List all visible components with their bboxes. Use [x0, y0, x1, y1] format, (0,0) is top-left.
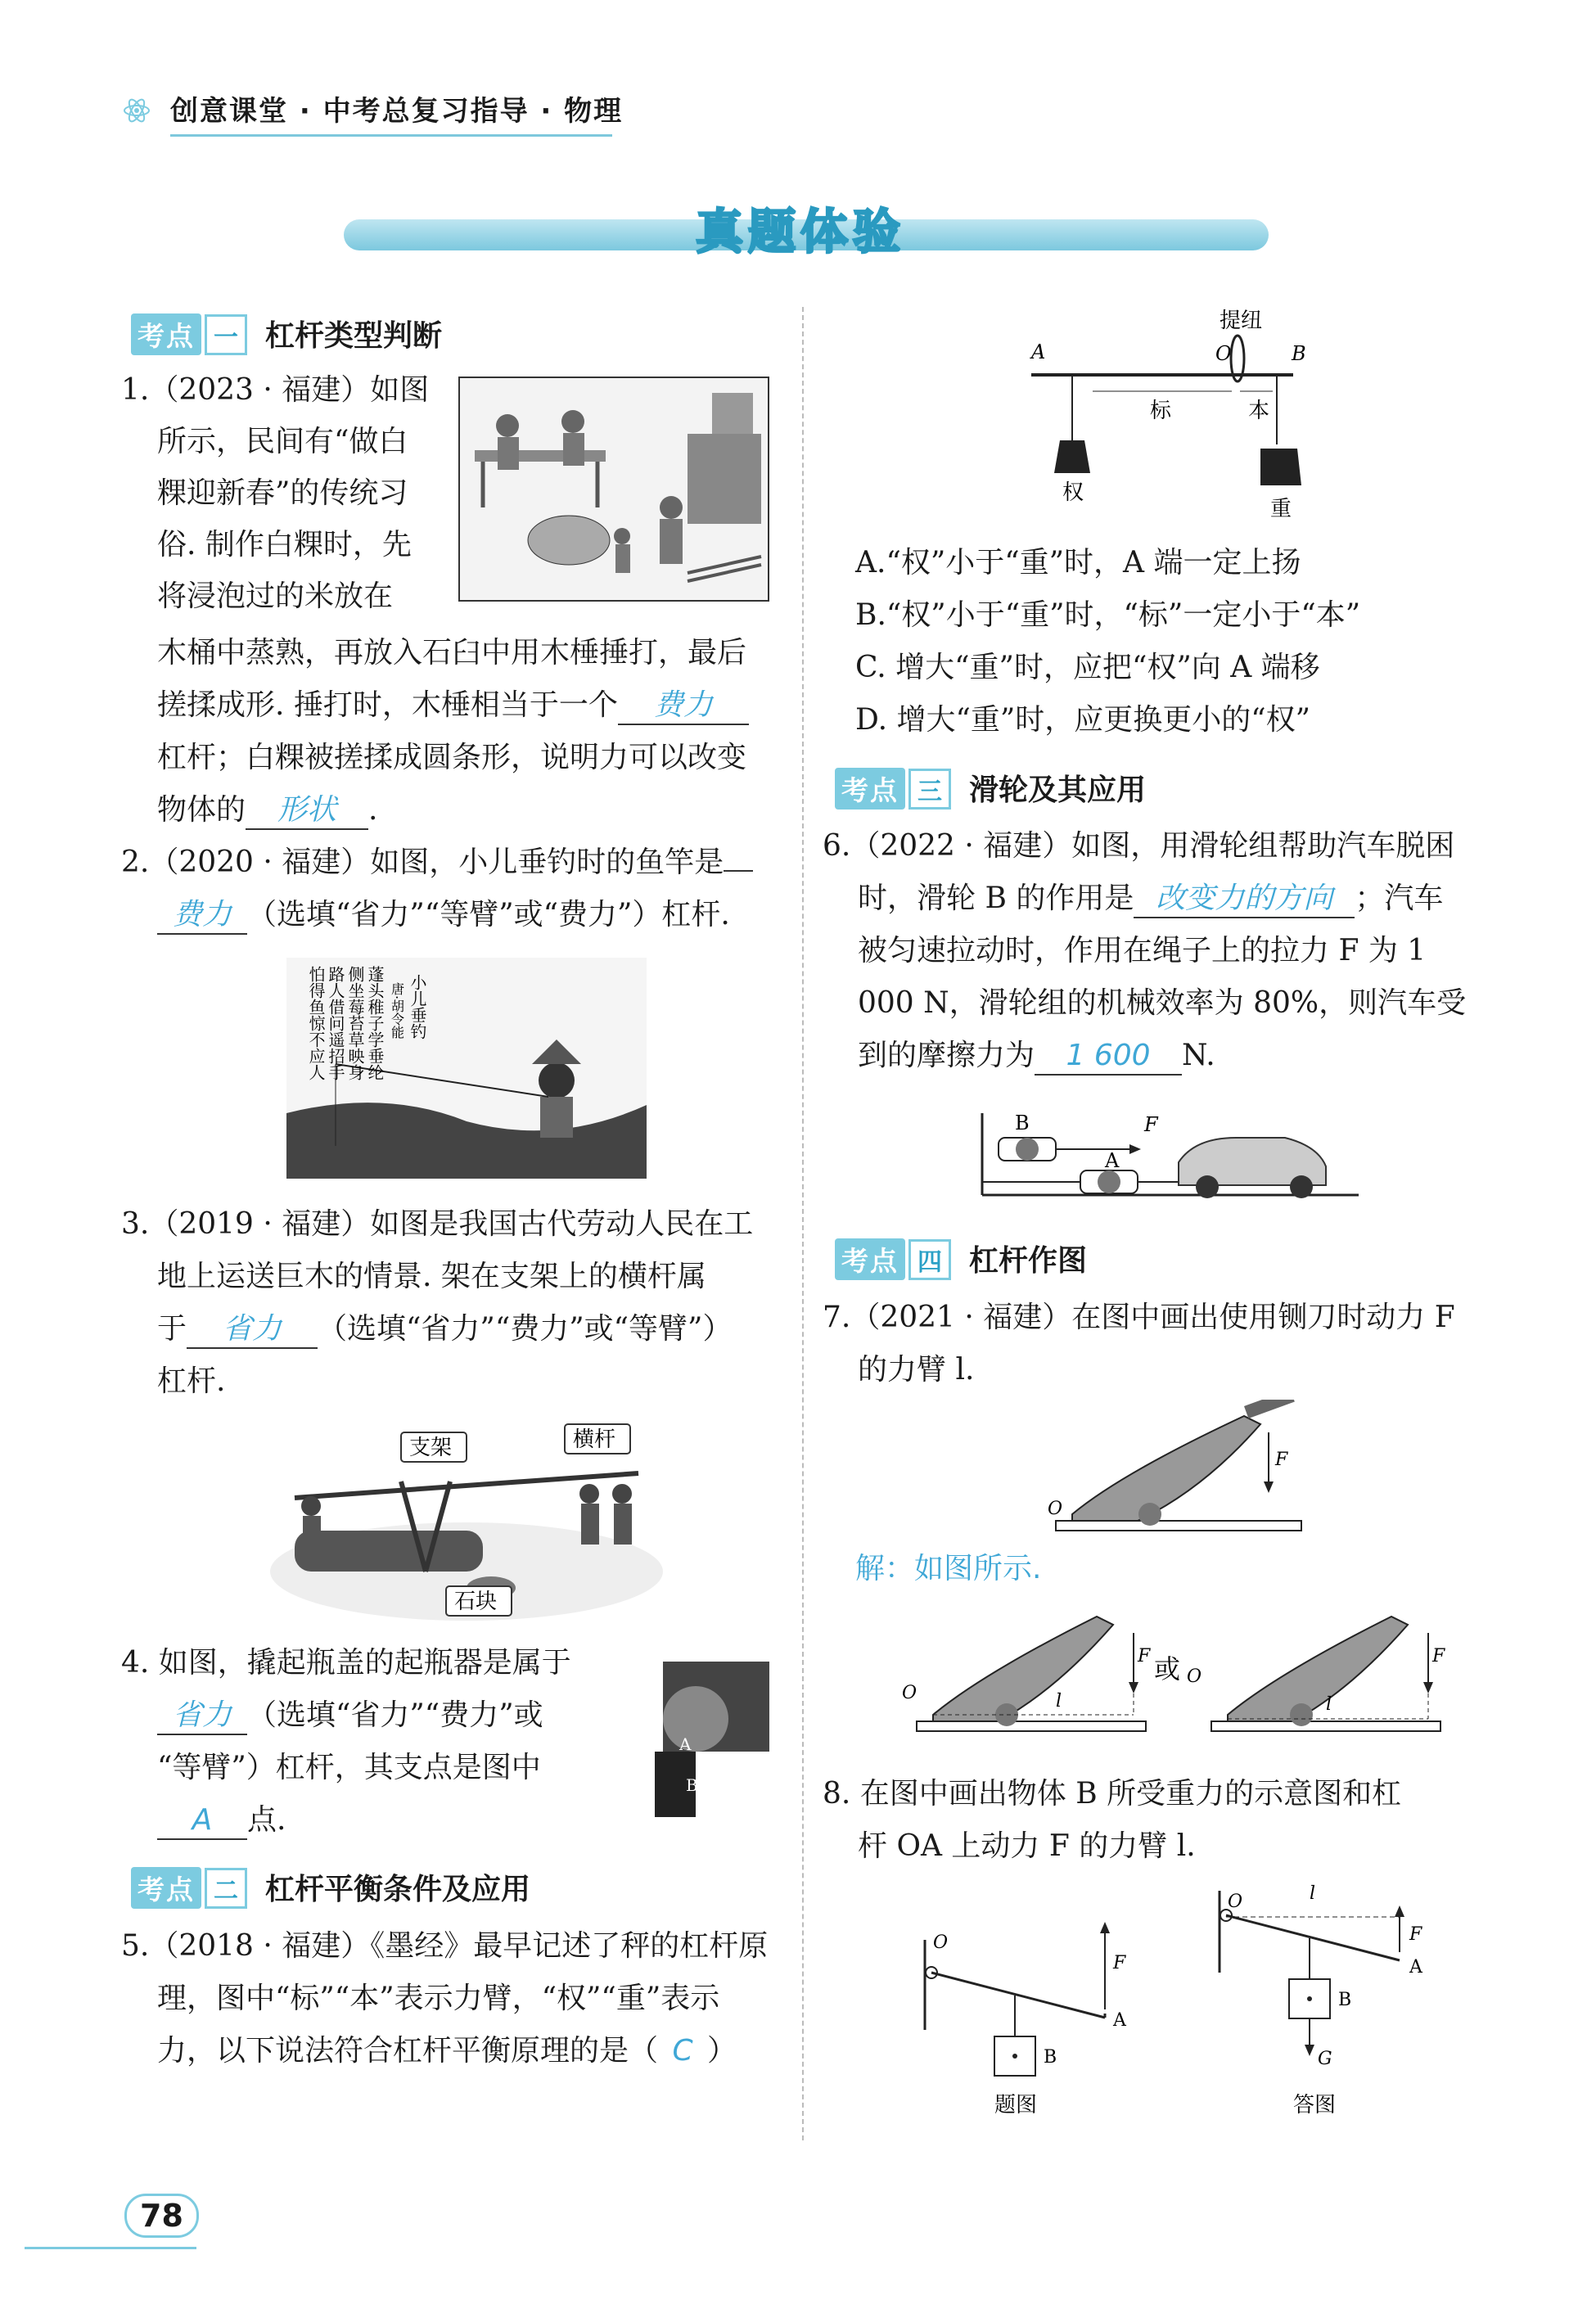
- q2-text: 2.（2020 · 福建）如图，小儿垂钓时的鱼竿是: [121, 846, 724, 879]
- q2-figure-fishing-child: [286, 958, 647, 1179]
- q1-line: 粿迎新春”的传统习: [157, 476, 408, 510]
- q1-figure-rice-cake: [458, 377, 769, 602]
- q5-text: ）: [707, 2034, 737, 2068]
- q2-line: [121, 845, 753, 881]
- section-tag: 考点: [131, 313, 201, 355]
- q3-line: 杠杆.: [157, 1364, 226, 1398]
- banner-title: 真题体验: [696, 204, 906, 259]
- page-number: 78: [124, 2194, 199, 2238]
- q2-poem-col: 怕得鱼惊不应人: [306, 966, 326, 1080]
- q5-answer: C: [672, 2034, 693, 2068]
- q3-label-bar: 横杆: [573, 1427, 616, 1452]
- q2-poem-col: 蓬头稚子学垂纶: [365, 966, 385, 1080]
- q8-caption-a: 答图: [1293, 2093, 1337, 2117]
- q2-text: （选填“省力”“等臂”或“费力”）杠杆.: [247, 898, 730, 931]
- q7-ans2-f: F: [1432, 1646, 1445, 1666]
- q5-fig-zhong: 重: [1270, 497, 1292, 521]
- q5-line: [157, 2033, 737, 2069]
- q8-a-l: l: [1310, 1883, 1316, 1904]
- q8-q-o: O: [933, 1932, 949, 1953]
- q6-fig-f: F: [1144, 1113, 1158, 1136]
- q7-fig-f: F: [1275, 1450, 1288, 1470]
- q3-answer: 省力: [187, 1311, 318, 1349]
- q1-line: 所示，民间有“做白: [157, 425, 408, 458]
- q5-option: C. 增大“重”时，应把“权”向 A 端移: [855, 651, 1320, 684]
- q3-figure-log-transport: [262, 1416, 671, 1629]
- q1-line: [157, 688, 749, 725]
- q4-figure-bottle-opener: [647, 1662, 778, 1817]
- header-rule: [170, 134, 612, 137]
- q3-label-stone: 石块: [454, 1590, 498, 1614]
- q4-line: [157, 1698, 543, 1735]
- section-title: 滑轮及其应用: [969, 773, 1147, 807]
- q1-text: 物体的: [157, 793, 246, 827]
- column-divider: [802, 307, 804, 2140]
- q8-line: 8. 在图中画出物体 B 所受重力的示意图和杠: [823, 1777, 1402, 1811]
- section-tag: 考点: [131, 1867, 201, 1909]
- q6-text: 时，滑轮 B 的作用是: [858, 882, 1134, 915]
- q3-line: 3.（2019 · 福建）如图是我国古代劳动人民在工: [121, 1207, 754, 1241]
- q5-fig-a: A: [1031, 340, 1046, 363]
- q6-line: [858, 881, 1443, 918]
- q6-text: N.: [1182, 1039, 1215, 1072]
- q7-line: 7.（2021 · 福建）在图中画出使用铡刀时动力 F: [823, 1301, 1455, 1334]
- q8-a-g: G: [1318, 2049, 1332, 2069]
- q7-ans2-l: l: [1326, 1694, 1332, 1715]
- section-1-heading: [131, 313, 442, 355]
- q6-line: 000 N，滑轮组的机械效率为 80%，则汽车受: [858, 986, 1467, 1020]
- q8-a-o: O: [1228, 1892, 1243, 1912]
- q1-answer-1: 费力: [618, 688, 749, 725]
- section-number: 三: [908, 769, 951, 810]
- q7-answer-figure: [892, 1600, 1465, 1739]
- section-title: 杠杆类型判断: [265, 319, 443, 353]
- section-4-heading: [835, 1238, 1087, 1280]
- q3-text: （选填“省力”“费力”或“等臂”）: [318, 1312, 733, 1346]
- q6-answer-1: 改变力的方向: [1134, 881, 1355, 918]
- q5-line: 5.（2018 · 福建）《墨经》最早记述了秤的杠杆原: [121, 1929, 769, 1963]
- q4-text: 点.: [247, 1803, 286, 1837]
- q6-fig-b: B: [1015, 1112, 1030, 1134]
- q5-figure-steelyard: [1015, 301, 1342, 530]
- q7-ans-o: O: [902, 1683, 917, 1703]
- q1-text: 搓揉成形. 捶打时，木棰相当于一个: [157, 688, 618, 722]
- section-number: 二: [205, 1868, 247, 1909]
- q6-line: 6.（2022 · 福建）如图，用滑轮组帮助汽车脱困: [823, 829, 1455, 863]
- q1-line: 1.（2023 · 福建）如图: [121, 373, 430, 407]
- q4-line: [157, 1802, 286, 1840]
- q2-answer: 费力: [157, 897, 247, 935]
- q5-option: A.“权”小于“重”时，A 端一定上扬: [855, 546, 1301, 580]
- q2-poem-col: 路人借问遥招手: [326, 966, 345, 1080]
- q1-answer-2: 形状: [246, 792, 368, 830]
- atom-icon: [123, 97, 151, 124]
- section-number: 四: [908, 1239, 951, 1280]
- q5-fig-biao: 标: [1150, 399, 1172, 423]
- q1-line: 俗. 制作白粿时，先: [157, 528, 412, 561]
- q2-line: [157, 897, 730, 935]
- q5-fig-b: B: [1292, 342, 1306, 365]
- q6-line: [858, 1038, 1215, 1076]
- q4-label-a: A: [679, 1734, 692, 1754]
- q7-figure-guillotine: [1039, 1400, 1310, 1539]
- q7-or: 或: [1154, 1653, 1181, 1684]
- q8-q-a: A: [1113, 2010, 1126, 2031]
- section-number: 一: [205, 314, 247, 355]
- q6-fig-a: A: [1105, 1149, 1120, 1172]
- q1-line: 将浸泡过的米放在: [157, 580, 394, 613]
- q6-text: ；汽车: [1355, 882, 1444, 915]
- q3-line: [157, 1311, 732, 1349]
- q1-line: 木桶中蒸熟，再放入石臼中用木棰捶打，最后: [157, 636, 747, 670]
- section-3-heading: [835, 767, 1146, 810]
- q2-poem-col: 小儿垂钓: [408, 974, 427, 1040]
- q8-line: 杆 OA 上动力 F 的力臂 l.: [858, 1829, 1196, 1863]
- q7-solution: 解：如图所示.: [855, 1552, 1042, 1585]
- footer-rule: [25, 2247, 196, 2249]
- q6-figure-pulley-car: [974, 1089, 1367, 1211]
- q5-option: D. 增大“重”时，应更换更小的“权”: [855, 703, 1311, 737]
- q8-a-b: B: [1338, 1990, 1352, 2010]
- q2-poem-col: 侧坐莓苔草映身: [345, 966, 365, 1080]
- header-title: 创意课堂 · 中考总复习指导 · 物理: [170, 95, 624, 128]
- q4-label-b: B: [686, 1775, 698, 1795]
- q6-text: 到的摩擦力为: [858, 1039, 1035, 1072]
- q6-line: 被匀速拉动时，作用在绳子上的拉力 F 为 1: [858, 934, 1427, 967]
- q5-fig-tiniu: 提纽: [1220, 309, 1263, 333]
- q8-a-f: F: [1409, 1924, 1422, 1945]
- q1-line: 物体的 形状 .: [157, 792, 377, 830]
- q4-text: （选填“省力”“费力”或: [247, 1698, 543, 1732]
- q8-figures: [908, 1874, 1440, 2136]
- section-2-heading: [131, 1866, 530, 1909]
- section-title: 杠杆作图: [969, 1244, 1088, 1278]
- q8-q-f: F: [1113, 1953, 1126, 1973]
- section-tag: 考点: [835, 768, 905, 810]
- q3-label-support: 支架: [409, 1436, 453, 1460]
- q7-ans-f: F: [1138, 1646, 1151, 1666]
- q4-answer-2: A: [157, 1802, 247, 1840]
- q5-fig-ben: 本: [1248, 399, 1270, 423]
- q8-caption-q: 题图: [994, 2093, 1038, 2117]
- q7-fig-o: O: [1048, 1499, 1063, 1519]
- q4-answer-1: 省力: [157, 1698, 247, 1735]
- q3-line: 地上运送巨木的情景. 架在支架上的横杆属: [157, 1260, 706, 1293]
- q3-text: 于: [157, 1312, 187, 1346]
- q5-fig-quan: 权: [1062, 480, 1084, 505]
- q4-line: 4. 如图，撬起瓶盖的起瓶器是属于: [121, 1646, 571, 1680]
- q5-text: 力，以下说法符合杠杆平衡原理的是（: [157, 2034, 659, 2068]
- q2-poem-col: 唐·胡令能: [389, 982, 405, 1040]
- q8-a-a: A: [1409, 1957, 1422, 1978]
- q1-line: 杠杆；白粿被搓揉成圆条形，说明力可以改变: [157, 741, 747, 774]
- q7-ans-l: l: [1056, 1691, 1062, 1711]
- q5-line: 理，图中“标”“本”表示力臂，“权”“重”表示: [157, 1982, 720, 2015]
- q4-line: “等臂”）杠杆，其支点是图中: [157, 1751, 541, 1784]
- q7-ans2-o: O: [1187, 1666, 1202, 1687]
- q5-fig-o: O: [1215, 342, 1232, 365]
- q8-q-b: B: [1044, 2047, 1057, 2068]
- q6-answer-2: 1 600: [1035, 1038, 1182, 1076]
- section-tag: 考点: [835, 1238, 905, 1280]
- section-title: 杠杆平衡条件及应用: [265, 1873, 531, 1906]
- q7-line: 的力臂 l.: [858, 1353, 975, 1387]
- q5-option: B.“权”小于“重”时，“标”一定小于“本”: [855, 598, 1361, 632]
